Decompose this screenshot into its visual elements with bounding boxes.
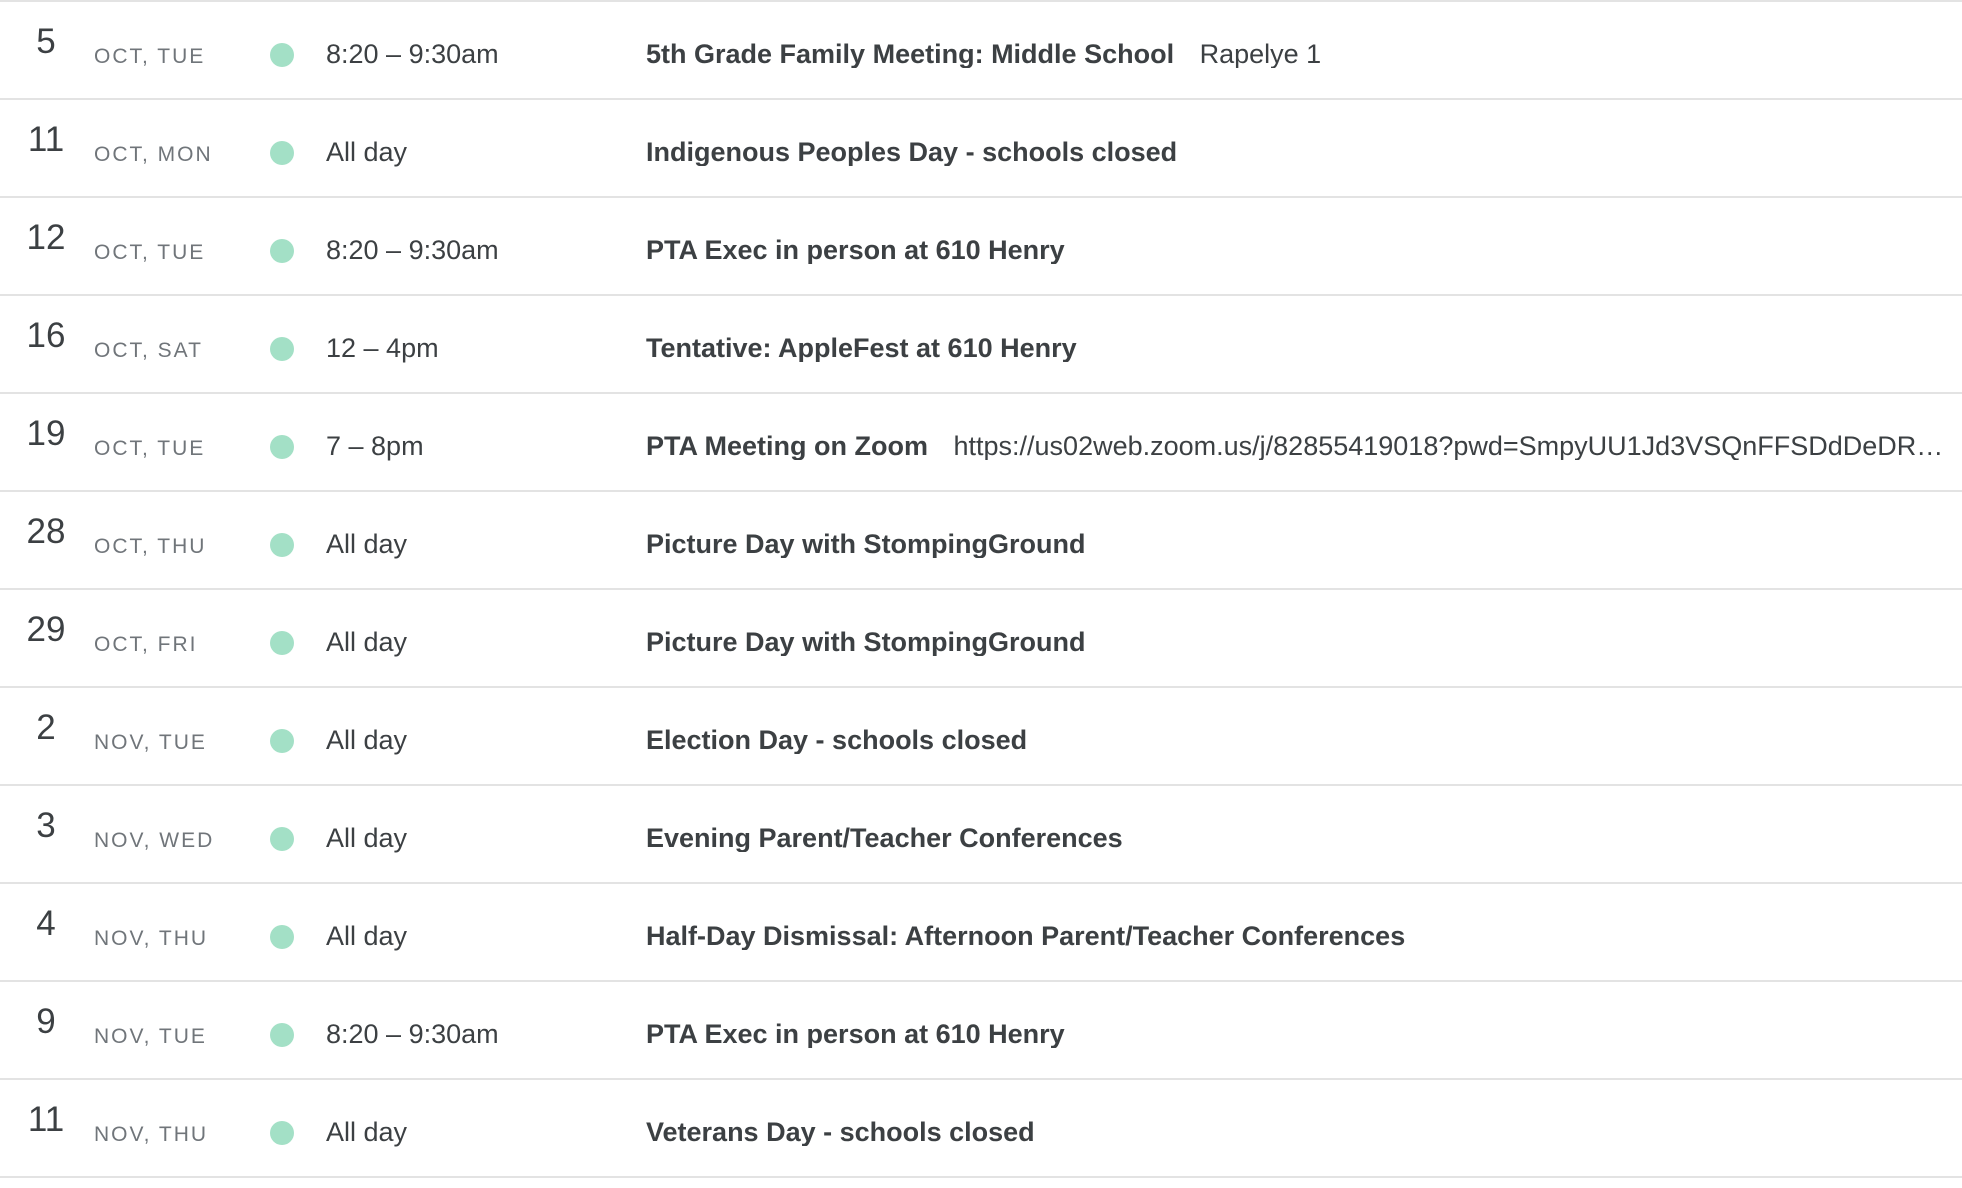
event-day-number: 28 [26,512,66,551]
event-location: https://us02web.zoom.us/j/82855419018?pwd=SmpyUU1Jd3VSQnFFSDdDeDR… [953,433,1944,460]
event-day-number: 4 [36,904,56,943]
event-month-weekday: NOV, THU [94,927,209,950]
event-row[interactable] [0,786,1962,884]
event-time: All day [326,921,408,951]
event-time: All day [326,1117,408,1147]
event-title[interactable]: Tentative: AppleFest at 610 Henry [646,335,1077,362]
event-title[interactable]: Veterans Day - schools closed [646,1119,1035,1146]
calendar-color-dot-icon [270,533,294,557]
event-time: 12 – 4pm [326,333,439,363]
event-row[interactable] [0,394,1962,492]
event-day-number: 19 [26,414,66,453]
event-row[interactable] [0,2,1962,100]
event-row[interactable] [0,198,1962,296]
event-day-number: 29 [26,610,66,649]
event-month-weekday: OCT, MON [94,143,213,166]
event-title[interactable]: Election Day - schools closed [646,727,1028,754]
calendar-color-dot-icon [270,827,294,851]
event-row[interactable] [0,590,1962,688]
event-details [646,139,1962,166]
event-time: All day [326,823,408,853]
event-location: Rapelye 1 [1199,41,1322,68]
event-row[interactable] [0,296,1962,394]
event-month-weekday: NOV, THU [94,1123,209,1146]
event-details [646,531,1962,558]
event-month-weekday: OCT, THU [94,535,207,558]
event-day-number: 11 [27,1100,65,1139]
event-month-weekday: OCT, TUE [94,45,206,68]
calendar-color-dot-icon [270,631,294,655]
calendar-color-dot-icon [270,239,294,263]
calendar-color-dot-icon [270,1121,294,1145]
event-time: 8:20 – 9:30am [326,39,499,69]
event-details [646,335,1962,362]
calendar-color-dot-icon [270,43,294,67]
event-details [646,1119,1962,1146]
event-row[interactable] [0,884,1962,982]
event-title[interactable]: PTA Exec in person at 610 Henry [646,237,1065,264]
event-month-weekday: OCT, TUE [94,241,206,264]
event-title[interactable]: Half-Day Dismissal: Afternoon Parent/Teacher Conferences [646,923,1406,950]
event-details [646,237,1962,264]
event-details [646,923,1962,950]
event-title[interactable]: PTA Meeting on Zoom [646,433,928,460]
event-day-number: 5 [36,22,56,61]
event-row[interactable] [0,982,1962,1080]
event-day-number: 9 [36,1002,56,1041]
event-day-number: 16 [26,316,66,355]
event-details [646,41,1962,68]
event-title[interactable]: Picture Day with StompingGround [646,531,1086,558]
event-time: 7 – 8pm [326,431,424,461]
event-day-number: 3 [36,806,56,845]
event-day-number: 2 [36,708,56,747]
calendar-color-dot-icon [270,1023,294,1047]
event-details [646,629,1962,656]
event-time: All day [326,725,408,755]
event-title[interactable]: Evening Parent/Teacher Conferences [646,825,1123,852]
event-time: 8:20 – 9:30am [326,1019,499,1049]
event-details [646,825,1962,852]
event-month-weekday: OCT, SAT [94,339,203,362]
event-time: All day [326,529,408,559]
event-month-weekday: NOV, TUE [94,731,207,754]
event-time: All day [326,137,408,167]
event-month-weekday: NOV, TUE [94,1025,207,1048]
event-title[interactable]: Indigenous Peoples Day - schools closed [646,139,1178,166]
event-month-weekday: OCT, TUE [94,437,206,460]
calendar-color-dot-icon [270,729,294,753]
calendar-color-dot-icon [270,141,294,165]
event-time: 8:20 – 9:30am [326,235,499,265]
calendar-color-dot-icon [270,337,294,361]
event-day-number: 12 [26,218,66,257]
event-title[interactable]: Picture Day with StompingGround [646,629,1086,656]
event-details [646,433,1962,460]
event-time: All day [326,627,408,657]
event-month-weekday: OCT, FRI [94,633,198,656]
calendar-color-dot-icon [270,925,294,949]
event-month-weekday: NOV, WED [94,829,215,852]
event-day-number: 11 [27,120,65,159]
event-details [646,727,1962,754]
event-title[interactable]: 5th Grade Family Meeting: Middle School [646,41,1175,68]
calendar-color-dot-icon [270,435,294,459]
event-title[interactable]: PTA Exec in person at 610 Henry [646,1021,1065,1048]
event-row[interactable] [0,492,1962,590]
event-row[interactable] [0,100,1962,198]
event-details [646,1021,1962,1048]
event-row[interactable] [0,688,1962,786]
event-row[interactable] [0,1080,1962,1178]
